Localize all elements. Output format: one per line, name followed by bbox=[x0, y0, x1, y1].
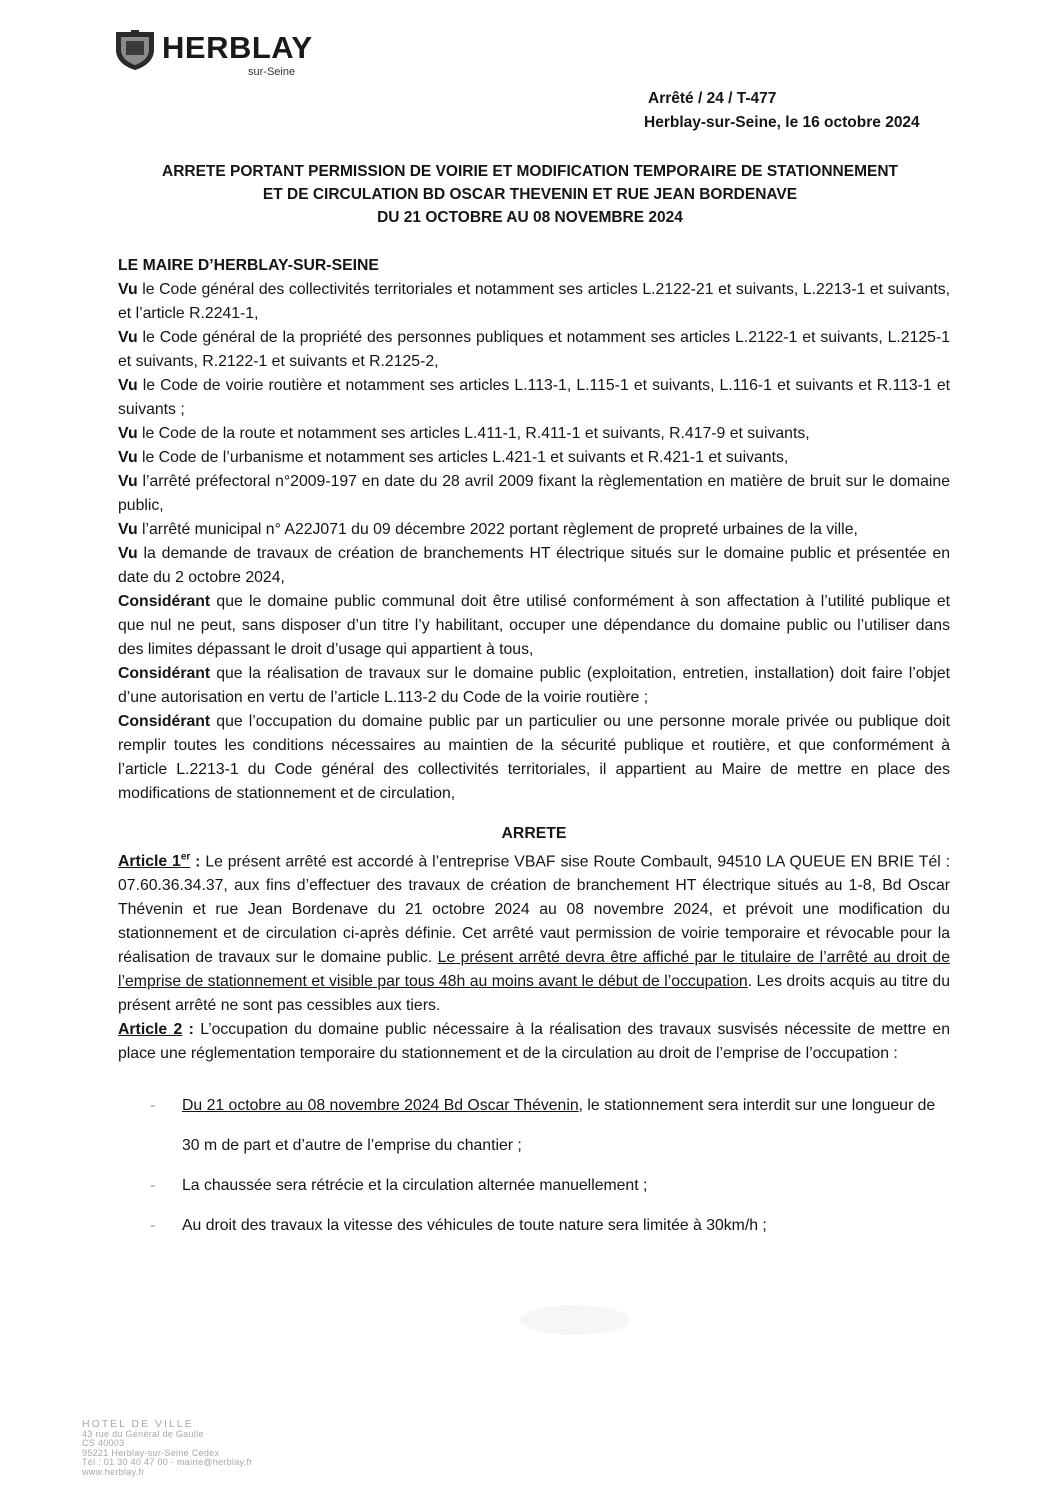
footer-line: www.herblay.fr bbox=[82, 1466, 145, 1477]
vu-paragraph: Vu le Code général des collectivités territoriales et notamment ses articles L.2122-21 et suivants, L.2213-1 et suivants, et l’article R.2241-1, bbox=[118, 281, 950, 322]
footer-line: CS 40003 bbox=[82, 1438, 125, 1448]
vu-paragraph: Vu le Code de voirie routière et notamment ses articles L.113-1, L.115-1 et suivants, L.116-1 et suivants et R.113-1 et suivants ; bbox=[118, 377, 950, 418]
arrete-number: Arrêté / 24 / T-477 bbox=[648, 90, 777, 107]
measures-list bbox=[118, 1086, 950, 1246]
document-body bbox=[118, 254, 950, 1246]
city-crest-icon bbox=[112, 26, 158, 72]
document-title bbox=[110, 160, 950, 229]
list-item: - Du 21 octobre au 08 novembre 2024 Bd Oscar Thévenin, le stationnement sera interdit sur une longueur de 30 m de part et d’autre de l’emprise du chantier ; bbox=[118, 1086, 950, 1166]
list-item: - La chaussée sera rétrécie et la circulation alternée manuellement ; bbox=[118, 1166, 950, 1206]
vu-paragraph: Vu la demande de travaux de création de branchements HT électrique situés sur le domaine public et présentée en date du 2 octobre 2024, bbox=[118, 545, 950, 586]
considerant-paragraph: Considérant que le domaine public communal doit être utilisé conformément à son affectation à l’utilité publique et que nul ne peut, sans disposer d’un titre l’y habilitant, occuper une dépendance du domaine public ou l’utiliser dans des limites dépassant le droit d’usage qui appartient à tous, bbox=[118, 593, 950, 658]
footer-line: 43 rue du Général de Gaulle bbox=[82, 1428, 204, 1439]
considerant-paragraph: Considérant que la réalisation de travaux sur le domaine public (exploitation, entretien, installation) doit faire l’objet d’une autorisation en vertu de l’article L.113-2 du Code de la voirie routière ; bbox=[118, 665, 950, 706]
place-date: Herblay-sur-Seine, le 16 octobre 2024 bbox=[644, 114, 920, 131]
vu-paragraph: Vu le Code de la route et notamment ses articles L.411-1, R.411-1 et suivants, R.417-9 et suivants, bbox=[118, 425, 810, 442]
list-item: - Au droit des travaux la vitesse des véhicules de toute nature sera limitée à 30km/h ; bbox=[118, 1206, 950, 1246]
vu-paragraph: Vu le Code de l’urbanisme et notamment ses articles L.421-1 et suivants et R.421-1 et suivants, bbox=[118, 449, 789, 466]
footer-line: Tél : 01 30 40 47 00 - mairie@herblay.fr bbox=[82, 1457, 253, 1467]
vu-paragraph: Vu l’arrêté municipal n° A22J071 du 09 décembre 2022 portant règlement de propreté urbaines de la ville, bbox=[118, 521, 858, 538]
footer-heading: HOTEL DE VILLE bbox=[82, 1418, 194, 1430]
faded-stamp bbox=[520, 1305, 630, 1335]
footer-address bbox=[82, 1420, 412, 1477]
vu-paragraph: Vu le Code général de la propriété des personnes publiques et notamment ses articles L.2122-1 et suivants, L.2125-1 et suivants, R.2122-1 et suivants et R.2125-2, bbox=[118, 329, 950, 370]
considerant-paragraph: Considérant que l’occupation du domaine public par un particulier ou une personne morale privée ou publique doit remplir toutes les conditions nécessaires au maintien de la sécurité publique et routière, et que conformément à l’article L.2213-1 du Code général des collectivités territoriales, il appartient au Maire de mettre en place des modifications de stationnement et de circulation, bbox=[118, 713, 950, 802]
logo-subtitle: sur-Seine bbox=[248, 66, 296, 78]
footer-line: 95221 Herblay-sur-Seine Cedex bbox=[82, 1447, 220, 1458]
article-1: Article 1er : Le présent arrêté est accordé à l’entreprise VBAF sise Route Combault, 94510 LA QUEUE EN BRIE Tél : 07.60.36.34.37, aux fins d’effectuer des travaux de création de branchement HT électrique situés au 1-8, Bd Oscar Thévenin et rue Jean Bordenave du 21 octobre 2024 au 08 novembre 2024, et prévoit une modification du stationnement et de circulation ci-après définie. Cet arrêté vaut permission de voirie temporaire et révocable pour la réalisation de travaux sur le domaine public. Le présent arrêté devra être affiché par le titulaire de l’arrêté au droit de l’emprise de stationnement et visible par tous 48h au moins avant le début de l’occupation. Les droits acquis au titre du présent arrêté ne sont pas cessibles aux tiers. bbox=[118, 852, 951, 1015]
title-line: DU 21 OCTOBRE AU 08 NOVEMBRE 2024 bbox=[377, 209, 683, 226]
document-reference bbox=[644, 87, 920, 135]
vu-paragraph: Vu l’arrêté préfectoral n°2009-197 en date du 28 avril 2009 fixant la règlementation en matière de bruit sur le domaine public, bbox=[118, 473, 950, 514]
article-2-label: Article 2 bbox=[118, 1021, 183, 1039]
display-notice: Le présent arrêté devra être affiché par le titulaire de l’arrêté au droit de l’emprise de stationnement et visible par tous 48h au moins avant le début de l’occupation bbox=[118, 949, 950, 991]
article-1-label: Article 1er bbox=[118, 852, 191, 871]
mayor-heading: LE MAIRE D’HERBLAY-SUR-SEINE bbox=[118, 257, 379, 274]
city-logo bbox=[112, 26, 342, 76]
arrete-heading: ARRETE bbox=[501, 825, 567, 842]
logo-name: HERBLAY bbox=[162, 30, 313, 65]
title-line: ARRETE PORTANT PERMISSION DE VOIRIE ET MODIFICATION TEMPORAIRE DE STATIONNEMENT bbox=[162, 163, 898, 180]
title-line: ET DE CIRCULATION BD OSCAR THEVENIN ET RUE JEAN BORDENAVE bbox=[262, 186, 798, 203]
article-2: Article 2 : L’occupation du domaine public nécessaire à la réalisation des travaux susvisés nécessite de mettre en place une réglementation temporaire du stationnement et de la circulation au droit de l’emprise de l’occupation : bbox=[118, 1021, 950, 1063]
